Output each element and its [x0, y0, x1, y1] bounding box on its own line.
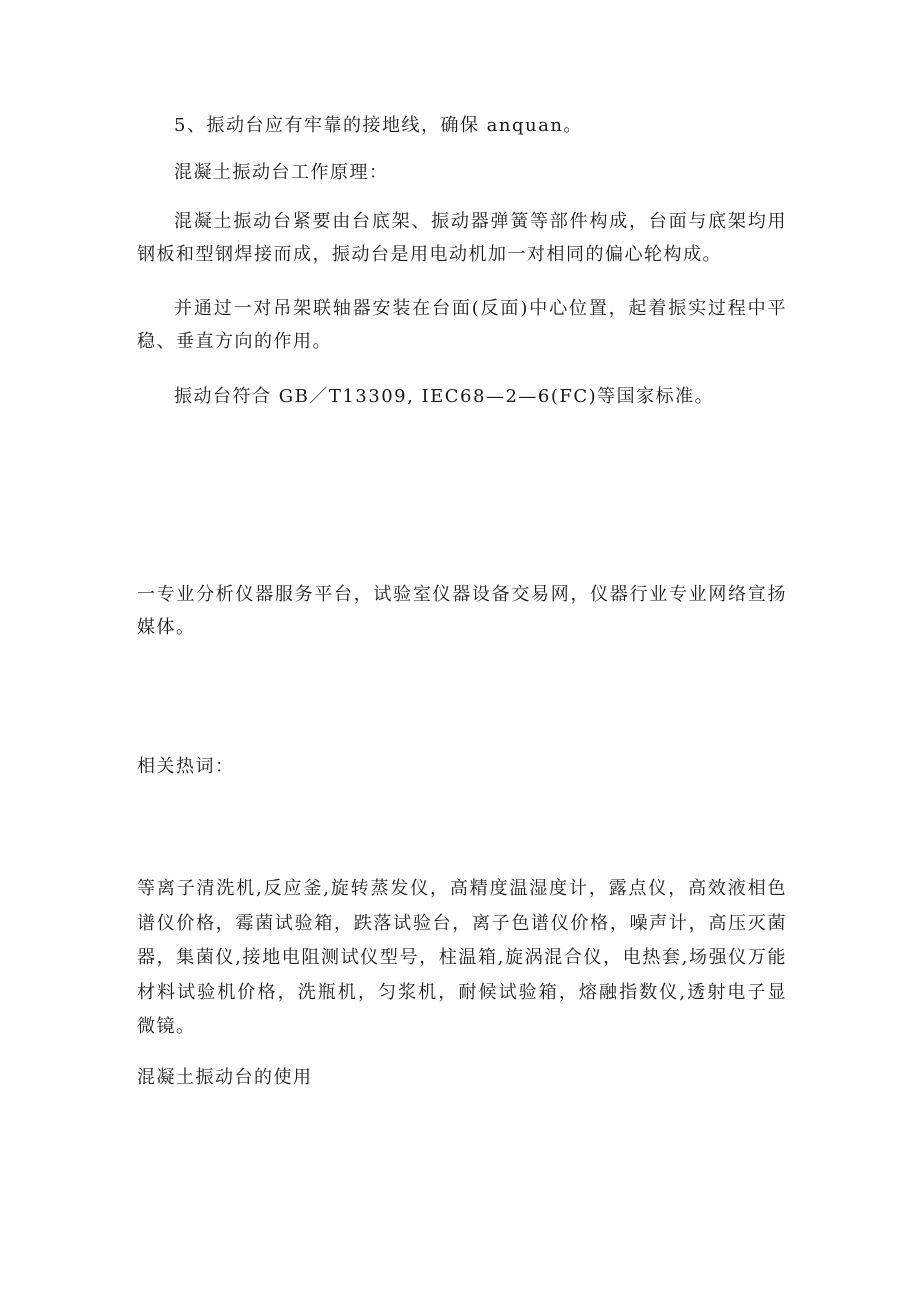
- paragraph-usage-heading: 混凝土振动台的使用: [137, 1067, 313, 1088]
- paragraph-platform-intro: 一专业分析仪器服务平台，试验室仪器设备交易网，仪器行业专业网络宣扬媒体。: [137, 584, 787, 638]
- paragraph-related-keywords-label: 相关热词：: [137, 756, 235, 777]
- paragraph-related-keywords: 等离子清洗机,反应釜,旋转蒸发仪，高精度温湿度计，露点仪，高效液相色谱仪价格，霉菌试验箱，跌落试验台，离子色谱仪价格，噪声计，高压灭菌器，集菌仪,接地电阻测试仪型号，柱温箱,旋涡混合仪，电热套,场强仪万能材料试验机价格，洗瓶机，匀浆机，耐候试验箱，熔融指数仪,透射电子显微镜。: [137, 878, 787, 1037]
- paragraph-structure: 混凝土振动台紧要由台底架、振动器弹簧等部件构成，台面与底架均用钢板和型钢焊接而成，振动台是用电动机加一对相同的偏心轮构成。: [137, 211, 787, 265]
- paragraph-standards: 振动台符合 GB／T13309, IEC68—2—6(FC)等国家标准。: [174, 386, 715, 407]
- paragraph-mounting: 并通过一对吊架联轴器安装在台面(反面)中心位置，起着振实过程中平稳、垂直方向的作用。: [137, 298, 787, 352]
- paragraph-grounding-note: 5、振动台应有牢靠的接地线，确保 anquan。: [174, 115, 583, 136]
- paragraph-principle-heading: 混凝土振动台工作原理：: [174, 162, 389, 183]
